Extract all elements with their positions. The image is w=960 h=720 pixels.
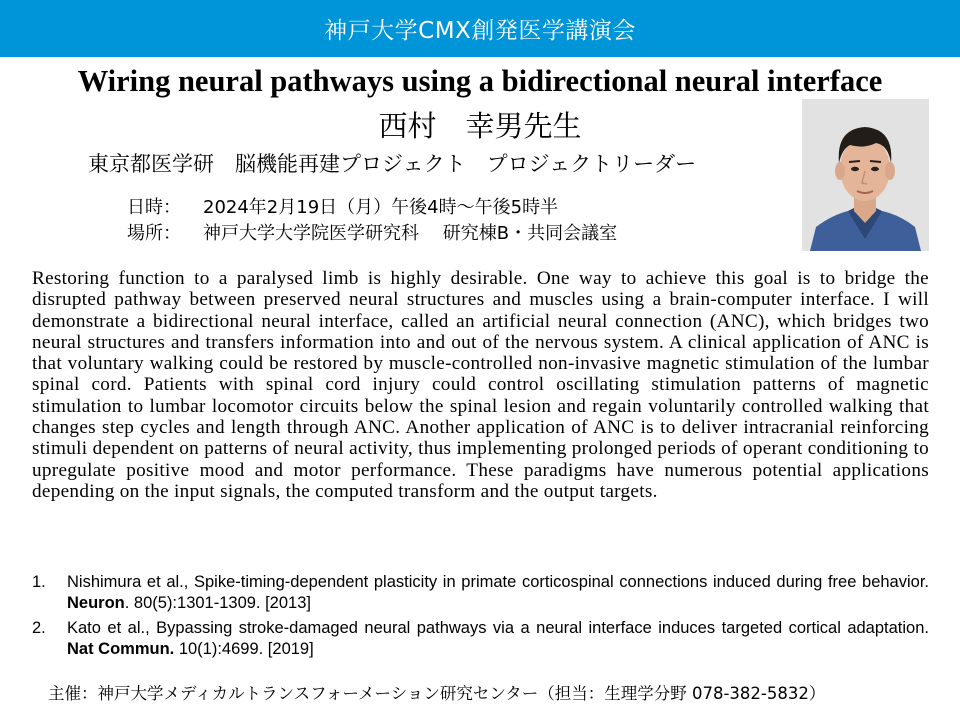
reference-number: 1. bbox=[32, 573, 46, 591]
reference-list bbox=[32, 572, 929, 664]
reference-citation: . 80(5):1301-1309. [2013] bbox=[124, 593, 311, 612]
reference-item bbox=[32, 618, 929, 659]
speaker-photo bbox=[802, 99, 929, 251]
date-row bbox=[127, 193, 558, 219]
talk-title: Wiring neural pathways using a bidirectional neural interface bbox=[77, 64, 883, 98]
speaker-portrait-illustration bbox=[802, 99, 929, 251]
place-label: 場所： bbox=[127, 223, 181, 244]
reference-journal: Neuron bbox=[67, 593, 125, 612]
reference-number: 2. bbox=[32, 619, 46, 637]
date-label: 日時： bbox=[127, 197, 181, 218]
abstract-text: Restoring function to a paralysed limb is highly desirable. One way to achieve this goal is to bridge the disrupted pathway between preserved neural structures and muscles using a brain-computer interface. I will demonstrate a bidirectional neural interface, called an artificial neural connection (ANC), which bridges two neural structures and transfers information into and out of the nervous system. A clinical application of ANC is that voluntary walking could be restored by muscle-controlled non-invasive magnetic stimulation of the lumbar spinal cord. Patients with spinal cord injury could control oscillating stimulation patterns of magnetic stimulation to lumbar locomotor circuits below the spinal lesion and regain voluntarily controlled walking that changes step cycles and length through ANC. Another application of ANC is to deliver intracranial reinforcing stimuli dependent on patterns of neural activity, thus implementing prolonged periods of operant conditioning to upregulate positive mood and motor performance. These paradigms have numerous potential applications depending on the input signals, the computed transform and the output targets. bbox=[32, 268, 929, 502]
place-value: 神戸大学大学院医学研究科 研究棟B・共同会議室 bbox=[203, 223, 618, 244]
speaker-affiliation: 東京都医学研 脳機能再建プロジェクト プロジェクトリーダー bbox=[88, 152, 697, 176]
speaker-name: 西村 幸男先生 bbox=[378, 109, 582, 143]
reference-citation: 10(1):4699. [2019] bbox=[174, 639, 314, 658]
date-value: 2024年2月19日（月）午後4時～午後5時半 bbox=[203, 197, 559, 218]
reference-journal: Nat Commun. bbox=[67, 639, 175, 658]
reference-item bbox=[32, 572, 929, 613]
reference-text: Kato et al., Bypassing stroke-damaged neural pathways via a neural interface induces targeted cortical adaptation. bbox=[67, 619, 929, 637]
organizer-footer: 主催：神戸大学メディカルトランスフォーメーション研究センター（担当：生理学分野 078-382-5832） bbox=[48, 684, 826, 703]
reference-text: Nishimura et al., Spike-timing-dependent plasticity in primate corticospinal connections induced during free behavior. bbox=[67, 573, 929, 591]
place-row bbox=[127, 219, 617, 245]
event-banner bbox=[0, 0, 960, 57]
event-banner-text: 神戸大学CMX創発医学講演会 bbox=[324, 18, 636, 44]
